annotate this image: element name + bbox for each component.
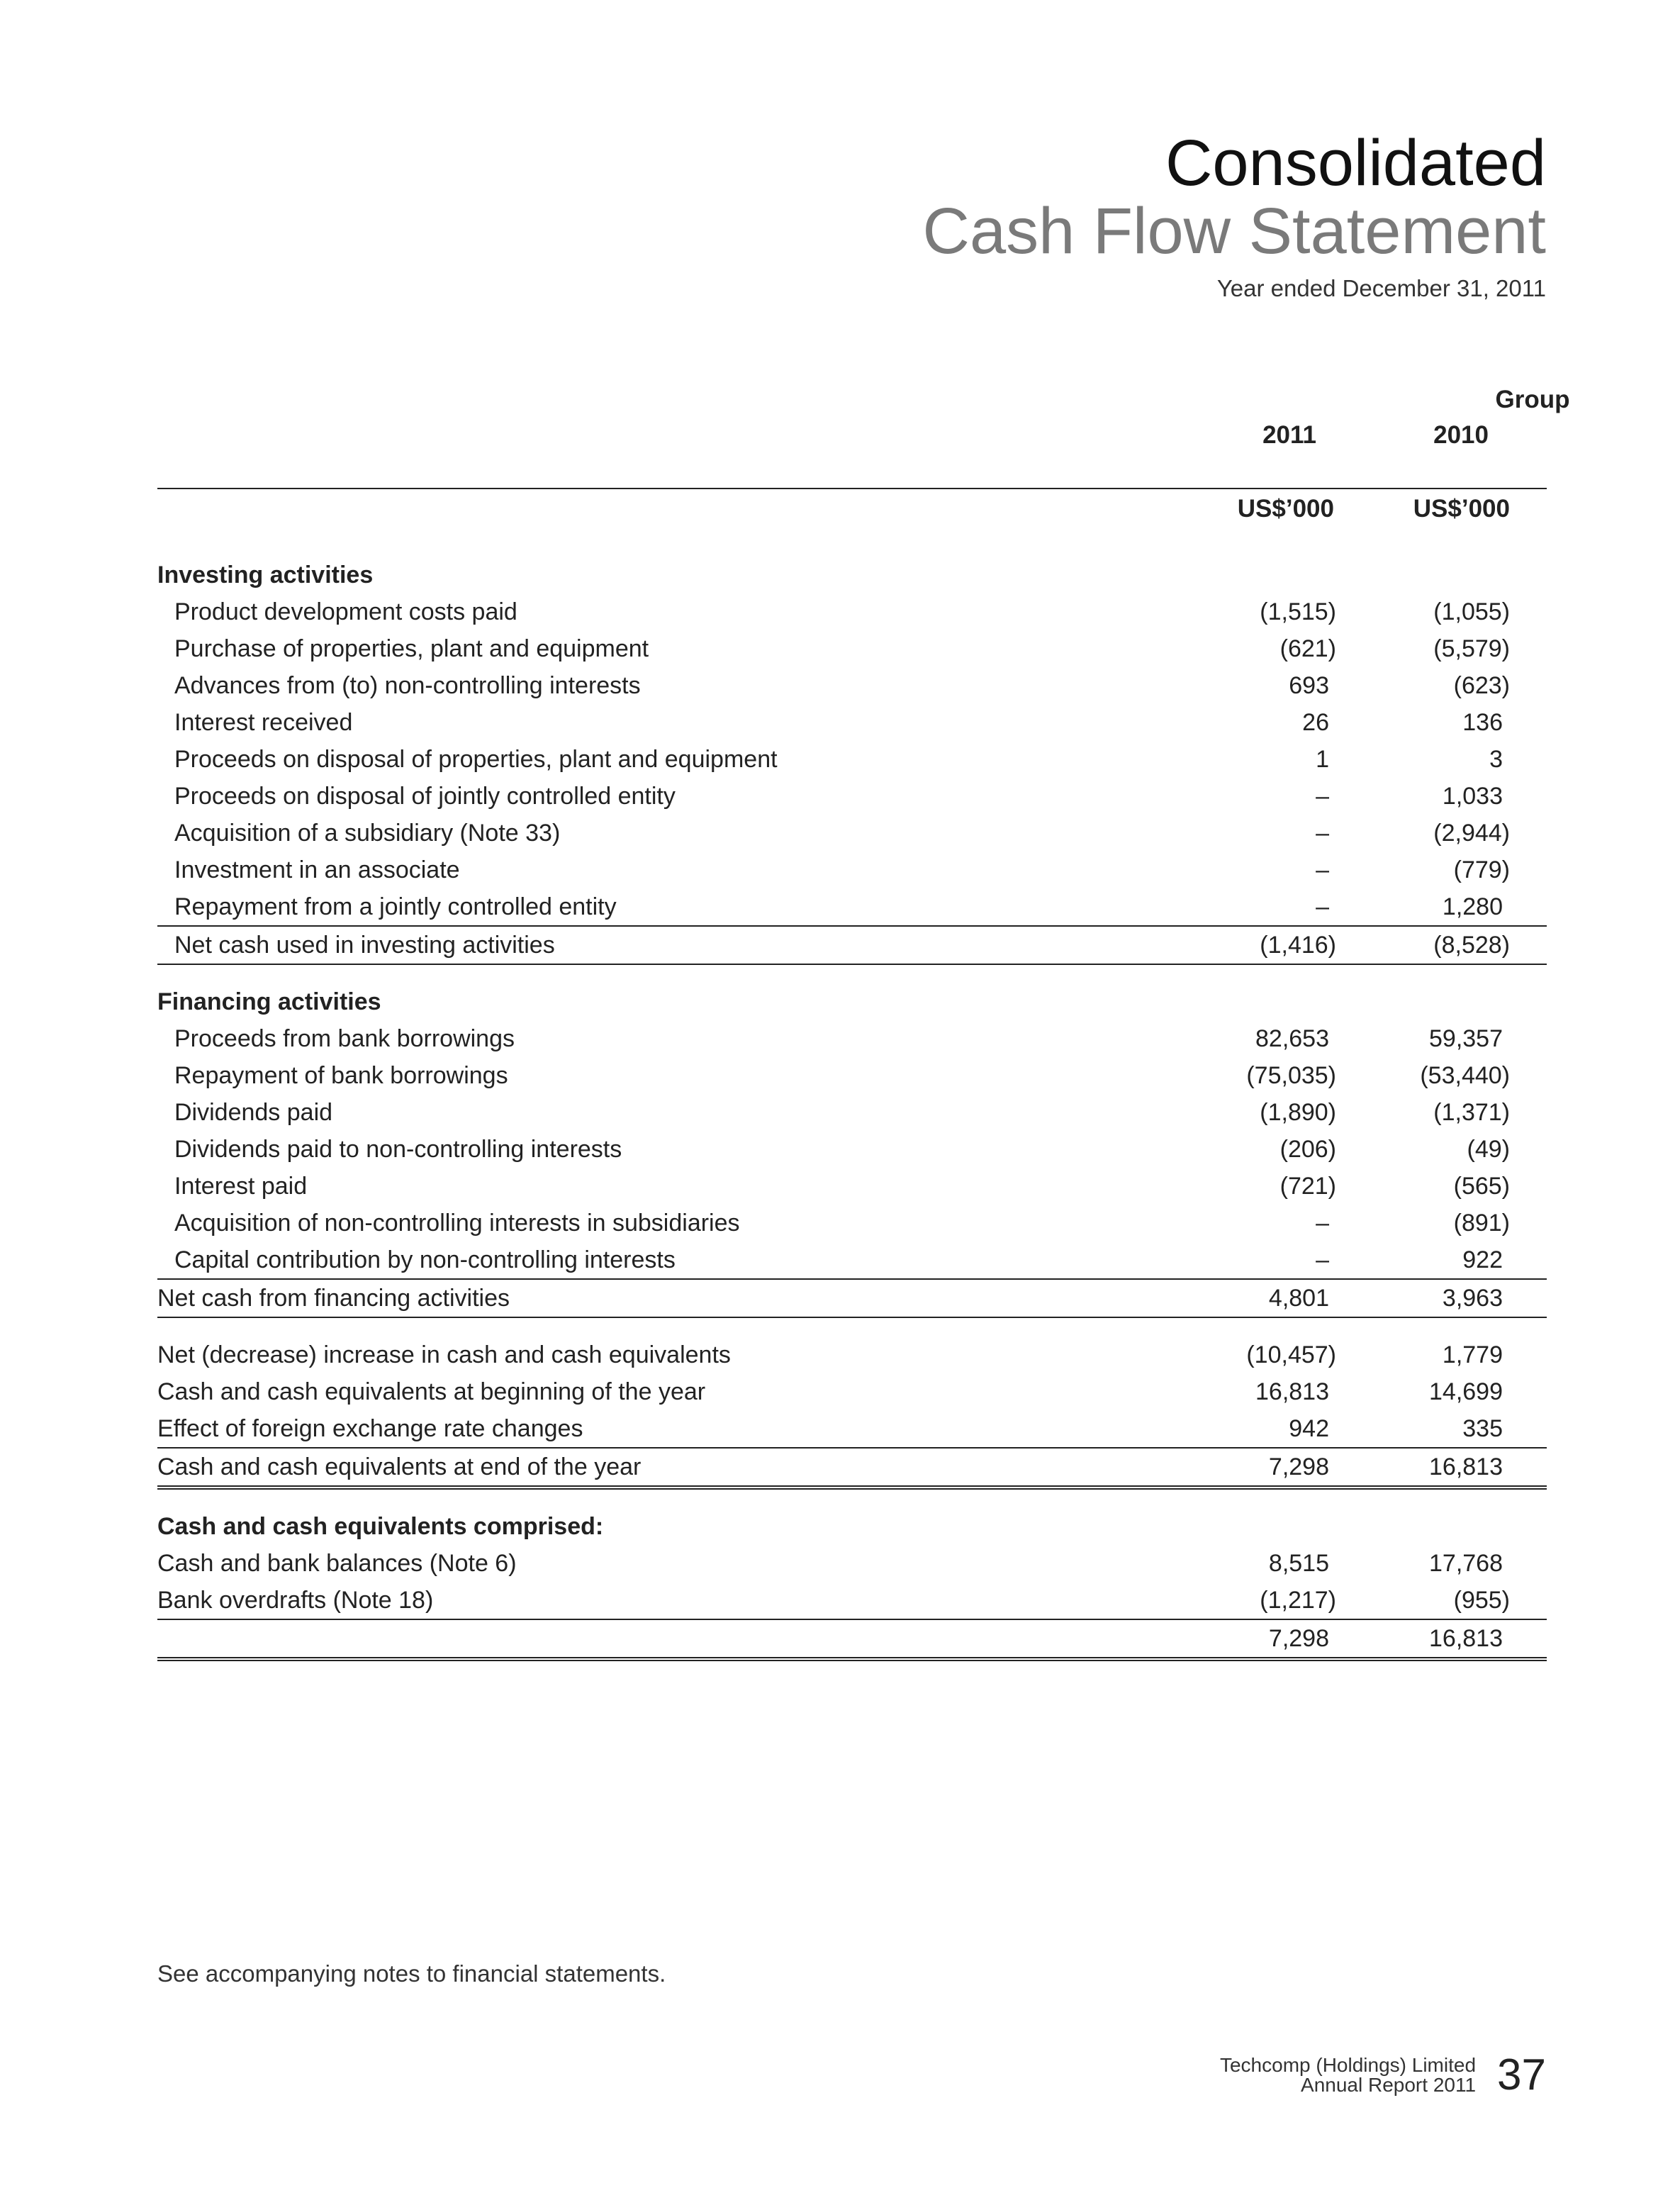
value-2010: 3,963: [1442, 1285, 1503, 1312]
value-2010: (8,528): [1433, 932, 1510, 959]
table-row: [157, 815, 1547, 852]
table-row: [157, 704, 1547, 741]
value-2010: (623): [1453, 672, 1510, 699]
value-2011: –: [1316, 856, 1329, 883]
value-2011: 942: [1289, 1415, 1329, 1442]
value-2010: 16,813: [1429, 1453, 1503, 1480]
period-label: Year ended December 31, 2011: [1216, 275, 1546, 301]
table-row: [157, 1545, 1547, 1582]
title-block: [923, 129, 1546, 302]
table-row: [157, 593, 1547, 630]
table-row: [157, 1373, 1547, 1410]
spacer: [157, 1490, 1547, 1508]
table-row: [157, 852, 1547, 888]
page-number: 37: [1497, 2050, 1546, 2099]
value-2011: (621): [1279, 635, 1336, 662]
page-subtitle: Cash Flow Statement: [922, 195, 1546, 267]
table-row: [157, 1410, 1547, 1447]
row-label: Dividends paid to non-controlling interests: [174, 1136, 622, 1163]
row-label: Repayment from a jointly controlled entity: [174, 893, 617, 920]
row-label: Net cash from financing activities: [157, 1285, 510, 1312]
section-heading-investing: [157, 557, 1547, 593]
table-body: [157, 557, 1547, 1661]
value-2010: (1,055): [1433, 598, 1510, 625]
value-2011: (721): [1279, 1173, 1336, 1200]
total-row-financing: [157, 1278, 1547, 1318]
value-2010: (955): [1453, 1587, 1510, 1614]
value-2011: 16,813: [1255, 1378, 1329, 1405]
row-label: Effect of foreign exchange rate changes: [157, 1415, 583, 1442]
row-label: Acquisition of a subsidiary (Note 33): [174, 820, 561, 847]
unit-header-row: [157, 489, 1547, 557]
value-2011: (206): [1279, 1136, 1336, 1163]
section-heading-financing: [157, 983, 1547, 1020]
value-2010: (1,371): [1433, 1099, 1510, 1126]
value-2011: –: [1316, 1246, 1329, 1273]
value-2010: (779): [1453, 856, 1510, 883]
value-2011: 26: [1302, 709, 1329, 736]
table-row: [157, 630, 1547, 667]
row-label: Cash and cash equivalents at beginning of the year: [157, 1378, 706, 1405]
value-2011: (1,890): [1260, 1099, 1336, 1126]
value-2010: 59,357: [1429, 1025, 1503, 1052]
page-title: Consolidated: [1165, 127, 1546, 199]
value-2010: (49): [1467, 1136, 1510, 1163]
value-2011: (75,035): [1246, 1062, 1336, 1089]
value-2010: 14,699: [1429, 1378, 1503, 1405]
table-row: [157, 667, 1547, 704]
value-2011: (10,457): [1246, 1341, 1336, 1368]
year-2010-header: 2010: [1433, 421, 1489, 449]
row-label: Interest paid: [174, 1173, 308, 1200]
value-2010: (5,579): [1433, 635, 1510, 662]
table-row: [157, 741, 1547, 778]
value-2011: 4,801: [1268, 1285, 1329, 1312]
row-label: Purchase of properties, plant and equipment: [174, 635, 649, 662]
value-2010: 1,779: [1442, 1341, 1503, 1368]
unit-2010-header: US$’000: [1413, 495, 1510, 523]
value-2011: 7,298: [1268, 1625, 1329, 1652]
row-label: Financing activities: [157, 988, 381, 1015]
table-row: [157, 1336, 1547, 1373]
value-2011: (1,217): [1260, 1587, 1336, 1614]
row-label: Cash and cash equivalents comprised:: [157, 1513, 604, 1540]
table-row: [157, 1131, 1547, 1168]
value-2011: 7,298: [1268, 1453, 1329, 1480]
row-label: Cash and bank balances (Note 6): [157, 1550, 517, 1577]
table-row: [157, 1094, 1547, 1131]
table-header: [157, 381, 1570, 489]
table-row: [157, 1168, 1547, 1205]
value-2011: 8,515: [1268, 1550, 1329, 1577]
value-2011: 82,653: [1255, 1025, 1329, 1052]
row-label: Dividends paid: [174, 1099, 333, 1126]
table-row: [157, 1205, 1547, 1241]
table-row: [157, 888, 1547, 925]
value-2010: 335: [1462, 1415, 1503, 1442]
table-row: [157, 1582, 1547, 1619]
value-2011: –: [1316, 893, 1329, 920]
row-label: Acquisition of non-controlling interests in subsidiaries: [174, 1210, 740, 1237]
table-row: [157, 1241, 1547, 1278]
row-label: Interest received: [174, 709, 353, 736]
value-2010: 1,280: [1442, 893, 1503, 920]
value-2010: (891): [1453, 1210, 1510, 1237]
value-2010: 922: [1462, 1246, 1503, 1273]
table-row: [157, 778, 1547, 815]
spacer: [157, 1318, 1547, 1336]
year-2011-header: 2011: [1262, 421, 1316, 449]
row-label: Proceeds on disposal of properties, plant and equipment: [174, 746, 778, 773]
row-label: Bank overdrafts (Note 18): [157, 1587, 434, 1614]
row-label: Product development costs paid: [174, 598, 517, 625]
row-label: Proceeds on disposal of jointly controlled entity: [174, 783, 676, 810]
unit-2011-header: US$’000: [1237, 495, 1334, 523]
value-2011: –: [1316, 820, 1329, 847]
table-row: [157, 1020, 1547, 1057]
row-label: Capital contribution by non-controlling interests: [174, 1246, 676, 1273]
row-label: Cash and cash equivalents at end of the year: [157, 1453, 642, 1480]
value-2010: 16,813: [1429, 1625, 1503, 1652]
cash-flow-table: [157, 381, 1570, 1661]
total-row-end-of-year: [157, 1447, 1547, 1490]
footer-company: Techcomp (Holdings) Limited: [1219, 2054, 1477, 2076]
row-label: Investment in an associate: [174, 856, 460, 883]
table-row: [157, 1057, 1547, 1094]
value-2011: (1,515): [1260, 598, 1336, 625]
value-2011: 693: [1289, 672, 1329, 699]
footer-report: Annual Report 2011: [1301, 2074, 1477, 2096]
value-2011: –: [1316, 783, 1329, 810]
value-2010: 17,768: [1429, 1550, 1503, 1577]
section-heading-comprised: [157, 1508, 1547, 1545]
spacer: [157, 965, 1547, 983]
footnote: See accompanying notes to financial statements.: [157, 1960, 666, 1987]
value-2011: –: [1316, 1210, 1329, 1237]
value-2010: 1,033: [1442, 783, 1503, 810]
value-2010: (565): [1453, 1173, 1510, 1200]
row-label: Advances from (to) non-controlling interests: [174, 672, 641, 699]
total-row-comprised: [157, 1619, 1547, 1661]
value-2010: (2,944): [1433, 820, 1510, 847]
total-row-investing: [157, 925, 1547, 965]
group-header: Group: [1495, 386, 1570, 413]
value-2010: 136: [1462, 709, 1503, 736]
value-2011: 1: [1316, 746, 1329, 773]
row-label: Net cash used in investing activities: [174, 932, 555, 959]
page-footer: [1219, 2050, 1546, 2099]
value-2011: (1,416): [1260, 932, 1336, 959]
value-2010: (53,440): [1420, 1062, 1510, 1089]
row-label: Repayment of bank borrowings: [174, 1062, 508, 1089]
value-2010: 3: [1489, 746, 1503, 773]
row-label: Investing activities: [157, 562, 374, 588]
row-label: Net (decrease) increase in cash and cash equivalents: [157, 1341, 731, 1368]
row-label: Proceeds from bank borrowings: [174, 1025, 515, 1052]
footer-text: [1220, 2055, 1476, 2095]
